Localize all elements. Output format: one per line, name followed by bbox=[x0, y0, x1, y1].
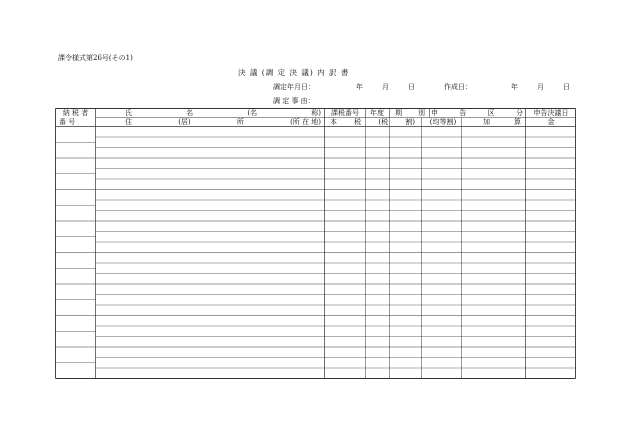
surcharge-header bbox=[483, 118, 521, 126]
assessment-year-label: 年 bbox=[356, 83, 363, 91]
assessment-day-label: 日 bbox=[408, 83, 415, 91]
declaration-header-part: 告 bbox=[459, 109, 467, 117]
declaration-header-part: 分 bbox=[515, 109, 523, 117]
form-id: 課令様式第26号(その1) bbox=[58, 54, 133, 62]
reason-label: 調 定 事 由： bbox=[273, 97, 315, 105]
created-date-label: 作成日： bbox=[444, 83, 472, 91]
name-header-part: 氏 bbox=[125, 109, 132, 117]
main-tax-header bbox=[330, 118, 415, 126]
name-header-part: (名 bbox=[247, 109, 258, 117]
main-tax-header-part: (税 bbox=[378, 118, 389, 126]
amount-header: 金 bbox=[547, 118, 555, 126]
taxpayer-no-header-top: 納 税 者 bbox=[62, 109, 89, 117]
name-header-part: 名 bbox=[186, 109, 194, 117]
name-header-part: 称) bbox=[311, 109, 321, 117]
created-month-label: 月 bbox=[537, 83, 544, 91]
taxpayer-no-header-part: 番 号 bbox=[59, 118, 76, 126]
period-header-part: 期 bbox=[395, 109, 402, 117]
address-header-part: (居) bbox=[178, 118, 191, 126]
address-header-part: 所 bbox=[236, 118, 244, 126]
main-tax-header-part: 本 bbox=[330, 118, 337, 126]
address-header-part: (所 在 地) bbox=[290, 118, 321, 126]
surcharge-header-part: 加 bbox=[483, 118, 490, 126]
assessment-month-label: 月 bbox=[382, 83, 389, 91]
period-header-part: 別 bbox=[418, 109, 425, 117]
name-header bbox=[125, 109, 321, 117]
page-title: 決 議 (調 定 決 議) 内 訳 書 bbox=[238, 68, 350, 77]
equal-split-header: (均等割) bbox=[429, 118, 457, 126]
taxpayer-no-header-bottom bbox=[59, 118, 92, 126]
declaration-type-header bbox=[431, 109, 523, 117]
breakdown-table bbox=[55, 108, 576, 379]
table-grid-lines bbox=[55, 108, 576, 379]
address-header bbox=[125, 118, 321, 126]
created-day-label: 日 bbox=[563, 83, 570, 91]
address-header-part: 住 bbox=[125, 118, 132, 126]
main-tax-header-part: 税 bbox=[354, 118, 362, 126]
declaration-header-part: 申 bbox=[431, 109, 438, 117]
fiscal-year-header: 年度 bbox=[370, 109, 384, 117]
created-year-label: 年 bbox=[511, 83, 518, 91]
decision-date-header: 申告決議日 bbox=[533, 109, 569, 117]
tax-number-header: 課税番号 bbox=[331, 109, 359, 117]
assessment-date-label: 調定年月日： bbox=[273, 83, 315, 91]
main-tax-header-part: 割) bbox=[405, 118, 415, 126]
period-header bbox=[395, 109, 425, 117]
surcharge-header-part: 算 bbox=[514, 118, 521, 126]
declaration-header-part: 区 bbox=[487, 109, 495, 117]
